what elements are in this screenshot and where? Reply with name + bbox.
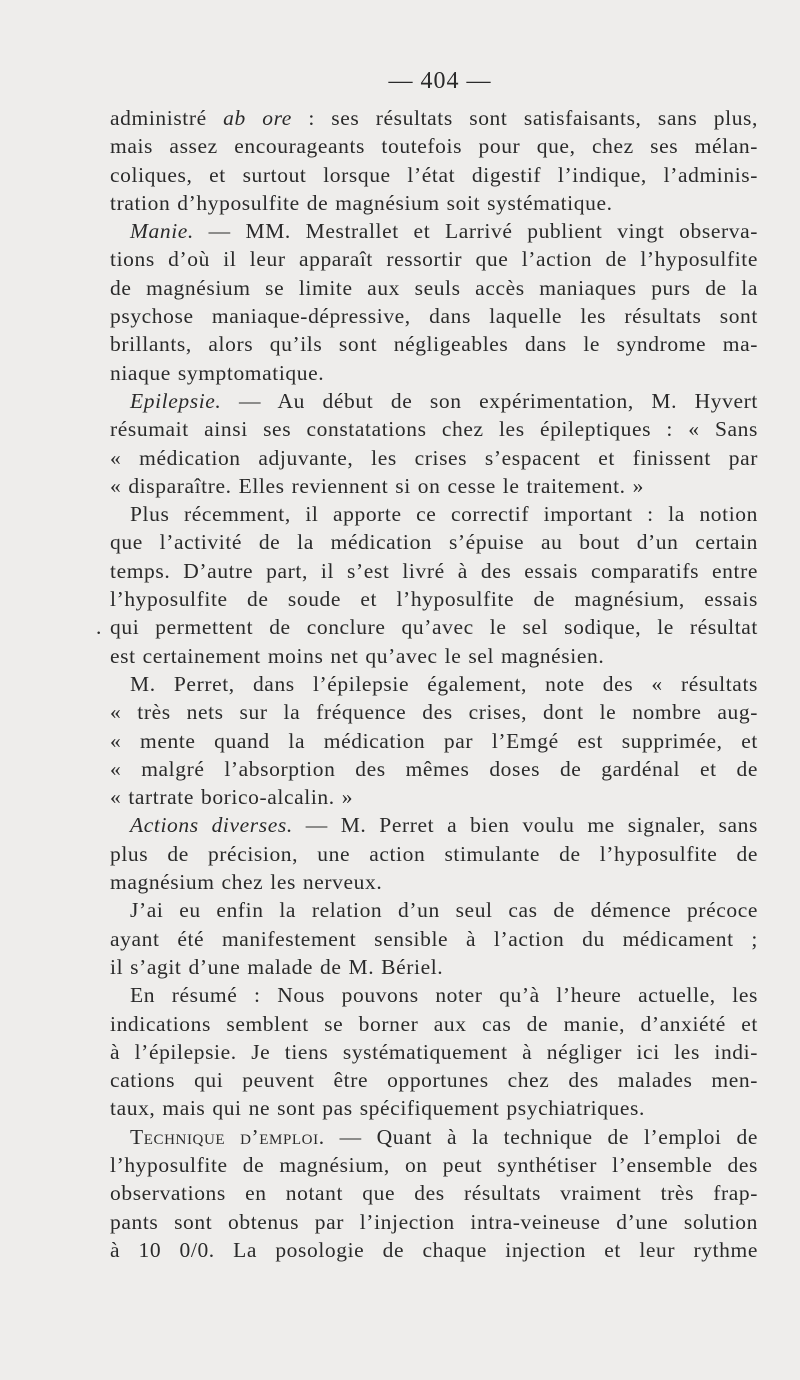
text-line	[110, 755, 758, 783]
text-line	[110, 1236, 758, 1264]
text-run: magnésium chez les nerveux.	[110, 870, 383, 895]
text-line	[110, 868, 758, 896]
text-line	[110, 896, 758, 924]
text-run: : ses résultats sont satisfaisants, sans plus,	[291, 106, 758, 130]
text-run: niaque symptomatique.	[110, 360, 325, 385]
text-run: mais assez encourageants toutefois pour que, chez ses mélan-	[110, 134, 758, 159]
text-line	[110, 642, 758, 670]
text-run: « très nets sur la fréquence des crises, dont le nombre aug-	[110, 700, 758, 725]
text-run: plus de précision, une action stimulante de l’hyposulfite de	[110, 841, 758, 866]
text-run: pants sont obtenus par l’injection intra-veineuse d’une solution	[110, 1209, 758, 1234]
text-line	[110, 1208, 758, 1236]
text-line	[110, 528, 758, 556]
text-run: ayant été manifestement sensible à l’action du médicament ;	[110, 926, 758, 951]
text-line	[110, 811, 758, 839]
text-line	[96, 613, 758, 641]
text-line	[110, 132, 758, 160]
text-line	[110, 189, 758, 217]
text-run: J’ai eu enfin la relation d’un seul cas de démence précoce	[130, 898, 758, 923]
italic-heading: Actions diverses.	[130, 813, 293, 838]
text-line	[110, 302, 758, 330]
text-run: que l’activité de la médication s’épuise au bout d’un certain	[110, 530, 758, 555]
text-run: Plus récemment, il apporte ce correctif important : la notion	[130, 502, 758, 527]
page-number: — 404 —	[388, 68, 492, 94]
text-line	[110, 359, 758, 387]
text-run: En résumé : Nous pouvons noter qu’à l’heure actuelle, les	[130, 983, 758, 1008]
italic-heading: Manie.	[130, 219, 194, 244]
text-run: l’hyposulfite de soude et l’hyposulfite de magnésium, essais	[110, 587, 758, 612]
text-run: indications semblent se borner aux cas de manie, d’anxiété et	[110, 1011, 758, 1036]
text-run: « tartrate borico-alcalin. »	[110, 785, 354, 810]
text-run: à l’épilepsie. Je tiens systématiquement à négliger ici les indi-	[110, 1039, 758, 1064]
text-line	[110, 330, 758, 358]
text-run: taux, mais qui ne sont pas spécifiquement psychiatriques.	[110, 1096, 645, 1121]
text-line	[110, 104, 758, 132]
text-line	[110, 698, 758, 726]
text-run: « mente quand la médication par l’Emgé est supprimée, et	[110, 728, 758, 753]
text-run: — Au début de son expérimentation, M. Hyvert	[221, 388, 758, 413]
text-line	[110, 444, 758, 472]
text-run: « disparaître. Elles reviennent si on cesse le traitement. »	[110, 473, 644, 498]
text-line	[110, 387, 758, 415]
text-run: administré	[110, 106, 224, 130]
text-line	[110, 840, 758, 868]
text-run: qui permettent de conclure qu’avec le sel sodique, le résultat	[110, 615, 758, 640]
text-run: psychose maniaque-dépressive, dans laquelle les résultats sont	[110, 304, 758, 329]
small-caps-heading: Technique d’emploi.	[130, 1124, 325, 1149]
body-text	[96, 104, 758, 1264]
text-line	[110, 1038, 758, 1066]
text-run: — M. Perret a bien voulu me signaler, sans	[292, 813, 758, 838]
text-line	[110, 1066, 758, 1094]
italic-heading: Epilepsie.	[130, 388, 222, 413]
text-line	[110, 500, 758, 528]
text-run: — Quant à la technique de l’emploi de	[324, 1124, 758, 1149]
text-line	[110, 585, 758, 613]
text-line	[110, 670, 758, 698]
text-run: résumait ainsi ses constatations chez les épileptiques : « Sans	[110, 417, 758, 442]
text-line	[110, 1123, 758, 1151]
text-line	[110, 274, 758, 302]
text-run: tions d’où il leur apparaît ressortir que l’action de l’hyposulfite	[110, 247, 758, 272]
text-line	[110, 557, 758, 585]
text-run: l’hyposulfite de magnésium, on peut synthétiser l’ensemble des	[110, 1152, 758, 1177]
text-run: tration d’hyposulfite de magnésium soit systématique.	[110, 190, 613, 215]
text-line	[110, 217, 758, 245]
text-run: il s’agit d’une malade de M. Bériel.	[110, 954, 444, 979]
text-line	[110, 981, 758, 1009]
text-line	[110, 925, 758, 953]
text-line	[110, 1094, 758, 1122]
text-run: brillants, alors qu’ils sont négligeables dans le syndrome ma-	[110, 332, 758, 357]
text-line	[110, 1151, 758, 1179]
text-run: « malgré l’absorption des mêmes doses de gardénal et de	[110, 756, 758, 781]
text-run: est certainement moins net qu’avec le sel magnésien.	[110, 643, 605, 668]
text-run: — MM. Mestrallet et Larrivé publient vingt observa-	[193, 219, 758, 244]
text-line	[110, 472, 758, 500]
text-line	[110, 783, 758, 811]
text-run: observations en notant que des résultats vraiment très frap-	[110, 1181, 758, 1206]
text-run: de magnésium se limite aux seuls accès maniaques purs de la	[110, 275, 758, 300]
text-run: temps. D’autre part, il s’est livré à des essais comparatifs entre	[110, 558, 758, 583]
text-line	[110, 161, 758, 189]
italic-heading: ab ore	[223, 106, 292, 130]
text-run: à 10 0/0. La posologie de chaque injection et leur rythme	[110, 1237, 758, 1262]
text-run: « médication adjuvante, les crises s’espacent et finissent par	[110, 445, 758, 470]
text-line	[110, 1179, 758, 1207]
text-line	[110, 415, 758, 443]
text-run: coliques, et surtout lorsque l’état digestif l’indique, l’adminis-	[110, 162, 758, 187]
text-line	[110, 245, 758, 273]
text-line	[110, 953, 758, 981]
text-line	[110, 1010, 758, 1038]
text-run: cations qui peuvent être opportunes chez des malades men-	[110, 1068, 758, 1093]
text-run: M. Perret, dans l’épilepsie également, note des « résultats	[130, 671, 758, 696]
margin-mark: .	[96, 615, 102, 640]
text-line	[110, 727, 758, 755]
